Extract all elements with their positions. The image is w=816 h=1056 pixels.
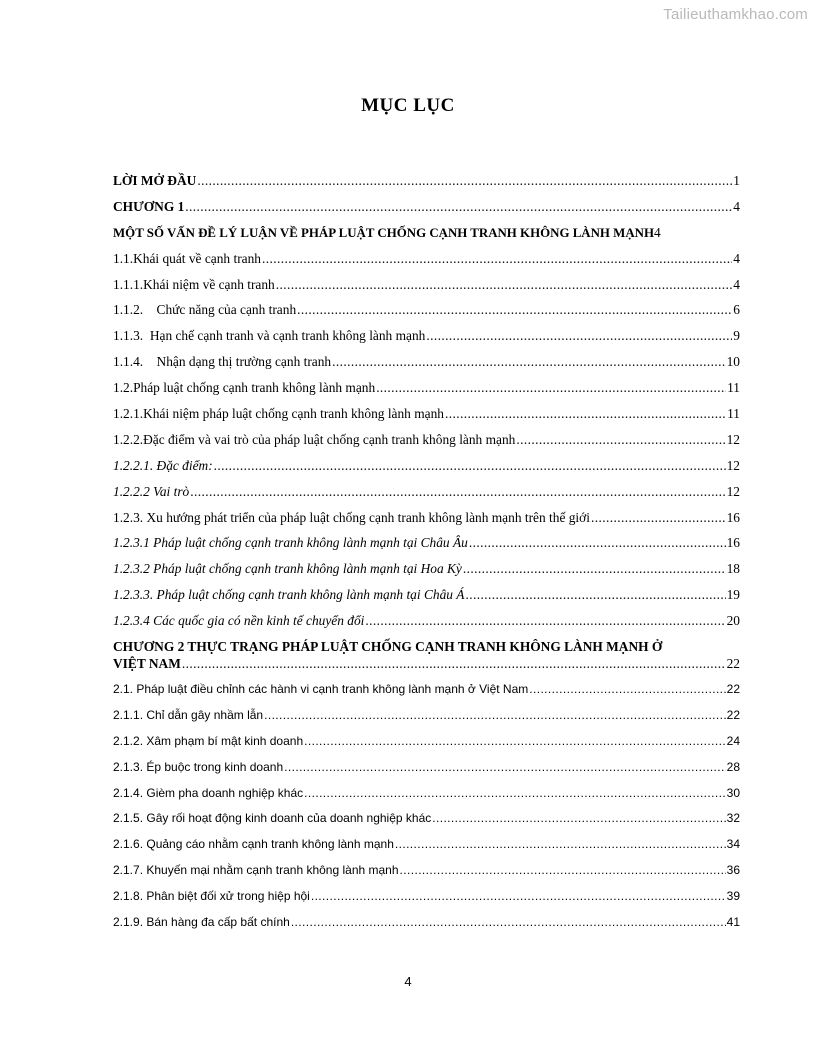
toc-entry-page: 16 [726, 509, 740, 525]
toc-entry[interactable] [113, 457, 740, 483]
toc-entry[interactable] [113, 405, 740, 431]
toc-entry-page: 4 [653, 224, 661, 240]
toc-entry-label: 2.1.1. Chỉ dẫn gây nhầm lẫn [113, 707, 264, 722]
toc-entry[interactable] [113, 431, 740, 457]
toc-entry-page: 12 [726, 483, 740, 499]
toc-entry-label: LỜI MỞ ĐẦU [113, 173, 197, 188]
toc-entry-label: 2.1. Pháp luật điều chỉnh các hành vi cạnh tranh không lành mạnh ở Việt Nam [113, 682, 529, 697]
leader-dots [262, 250, 732, 268]
toc-entry-label: 1.1.1.Khái niệm về cạnh tranh [113, 276, 275, 292]
toc-entry-label: CHƯƠNG 1 [113, 198, 185, 214]
leader-dots [311, 887, 726, 905]
toc-entry-label: 2.1.3. Ép buộc trong kinh doanh [113, 759, 284, 774]
leader-dots [400, 861, 726, 879]
toc-entry-label: 1.2.3.4 Các quốc gia có nền kinh tế chuyển đổi [113, 613, 365, 629]
toc-entry-page: 18 [726, 561, 740, 577]
toc-entry-label: 2.1.5. Gây rối hoạt động kinh doanh của doanh nghiệp khác [113, 811, 432, 826]
toc-entry[interactable] [113, 706, 740, 732]
toc-entry[interactable] [113, 680, 740, 706]
toc-entry-label: 1.1.4. Nhận dạng thị trường cạnh tranh [113, 354, 332, 370]
toc-entry[interactable] [113, 483, 740, 509]
toc-entry-label: 1.2.2.2 Vai trò [113, 483, 190, 499]
toc-entry-label: 1.2.3. Xu hướng phát triển của pháp luật chống cạnh tranh không lành mạnh trên thế giới [113, 509, 590, 525]
toc-entry-page: 4 [733, 276, 740, 292]
toc-entry-page: 41 [726, 915, 740, 930]
toc-entry-page: 34 [726, 837, 740, 852]
toc-entry[interactable] [113, 224, 740, 250]
toc-entry-label: 1.2.2.Đặc điểm và vai trò của pháp luật chống cạnh tranh không lành mạnh [113, 431, 516, 447]
leader-dots [291, 913, 726, 931]
leader-dots [332, 353, 725, 371]
page-number: 4 [404, 974, 412, 989]
toc-entry-page: 20 [726, 613, 740, 629]
toc-entry[interactable] [113, 809, 740, 835]
toc-entry-label: 2.1.9. Bán hàng đa cấp bất chính [113, 915, 290, 930]
toc-entry-page: 30 [726, 785, 740, 800]
toc-entry-page: 9 [733, 328, 740, 344]
leader-dots [395, 835, 726, 853]
toc-entry-page: 36 [726, 863, 740, 878]
toc-entry-page: 4 [733, 250, 740, 266]
toc-entry[interactable] [113, 250, 740, 276]
toc-entry-label: 2.1.6. Quảng cáo nhằm cạnh tranh không lành mạnh [113, 837, 394, 852]
toc-entry[interactable] [113, 835, 740, 861]
leader-dots [214, 457, 726, 475]
toc-entry-label: 1.2.1.Khái niệm pháp luật chống cạnh tranh không lành mạnh [113, 406, 444, 422]
leader-dots [297, 301, 732, 319]
toc-entry-page: 12 [726, 457, 740, 473]
toc-entry[interactable] [113, 732, 740, 758]
toc-entry[interactable] [113, 586, 740, 612]
leader-dots [432, 809, 725, 827]
toc-entry[interactable] [113, 276, 740, 302]
leader-dots [465, 586, 725, 604]
toc-entry-page: 19 [726, 587, 740, 603]
toc-entry[interactable] [113, 353, 740, 379]
leader-dots [182, 655, 726, 672]
toc-entry[interactable] [113, 861, 740, 887]
watermark: Tailieuthamkhao.com [663, 6, 808, 23]
toc-entry[interactable] [113, 534, 740, 560]
toc-entry[interactable] [113, 913, 740, 939]
leader-dots [529, 680, 725, 698]
toc-entry-page: 16 [726, 535, 740, 551]
toc-entry-label: 2.1.2. Xâm phạm bí mật kinh doanh [113, 733, 304, 748]
toc-entry-page: 22 [726, 682, 740, 697]
leader-dots [376, 379, 726, 397]
toc-entry[interactable] [113, 612, 740, 638]
toc-entry-page: 22 [726, 656, 740, 672]
toc-entry-label-line2: VIỆT NAM [113, 656, 181, 672]
toc-entry-label: MỘT SỐ VẤN ĐỀ LÝ LUẬN VỀ PHÁP LUẬT CHỐNG CẠNH TRANH KHÔNG LÀNH MẠNH [113, 225, 654, 240]
toc-entry[interactable] [113, 301, 740, 327]
toc-entry-page: 32 [726, 811, 740, 826]
leader-dots [591, 509, 726, 527]
toc-entry-page: 24 [726, 733, 740, 748]
leader-dots [190, 483, 725, 501]
toc-entry-page: 6 [733, 302, 740, 318]
toc-entry-label: 2.1.4. Gièm pha doanh nghiệp khác [113, 785, 304, 800]
toc-entry[interactable] [113, 172, 740, 198]
toc-entry-label: 1.2.3.3. Pháp luật chống cạnh tranh không lành mạnh tại Châu Á [113, 587, 465, 603]
toc-entry[interactable] [113, 198, 740, 224]
leader-dots [365, 612, 725, 630]
toc-entry-label: 1.2.2.1. Đặc điểm: [113, 457, 213, 473]
toc-entry-page: 11 [727, 380, 740, 396]
toc-entry[interactable] [113, 758, 740, 784]
toc-entry-page: 28 [726, 759, 740, 774]
toc-entry[interactable] [113, 887, 740, 913]
toc-entry-label: 2.1.7. Khuyến mại nhằm cạnh tranh không lành mạnh [113, 863, 399, 878]
leader-dots [426, 327, 732, 345]
toc-entry-label: 1.1.Khái quát về cạnh tranh [113, 250, 261, 266]
toc-entry[interactable] [113, 327, 740, 353]
toc-entry-page: 11 [727, 406, 740, 422]
toc-entry-page: 39 [726, 889, 740, 904]
leader-dots [185, 198, 732, 216]
toc-entry-label: 1.1.2. Chức năng của cạnh tranh [113, 302, 297, 318]
leader-dots [276, 276, 733, 294]
leader-dots [516, 431, 725, 449]
page-title: MỤC LỤC [361, 95, 455, 116]
table-of-contents [113, 172, 740, 939]
toc-entry[interactable] [113, 560, 740, 586]
leader-dots [469, 534, 726, 552]
leader-dots [445, 405, 726, 423]
toc-entry-page: 4 [733, 198, 740, 214]
toc-entry-label: 1.2.3.1 Pháp luật chống cạnh tranh không lành mạnh tại Châu Âu [113, 535, 468, 551]
leader-dots [304, 732, 726, 750]
leader-dots [197, 172, 732, 190]
toc-entry[interactable] [113, 379, 740, 405]
toc-entry-chapter-2[interactable] [113, 638, 740, 672]
toc-entry-page: 22 [726, 707, 740, 722]
toc-entry-page: 1 [733, 173, 740, 188]
leader-dots [463, 560, 726, 578]
leader-dots [304, 784, 726, 802]
toc-entry-label: 1.1.3. Hạn chế cạnh tranh và cạnh tranh không lành mạnh [113, 328, 426, 344]
toc-entry-label: 1.2.Pháp luật chống cạnh tranh không lành mạnh [113, 380, 376, 396]
toc-entry-page: 10 [726, 354, 740, 370]
toc-entry-label-line1: CHƯƠNG 2 THỰC TRẠNG PHÁP LUẬT CHỐNG CẠNH TRANH KHÔNG LÀNH MẠNH Ở [113, 639, 663, 655]
leader-dots [264, 706, 726, 724]
leader-dots [284, 758, 726, 776]
toc-entry[interactable] [113, 784, 740, 810]
toc-entry-label: 1.2.3.2 Pháp luật chống cạnh tranh không lành mạnh tại Hoa Kỳ [113, 561, 462, 577]
toc-entry-label: 2.1.8. Phân biệt đối xử trong hiệp hội [113, 889, 310, 904]
toc-entry-page: 12 [726, 431, 740, 447]
toc-entry[interactable] [113, 509, 740, 535]
